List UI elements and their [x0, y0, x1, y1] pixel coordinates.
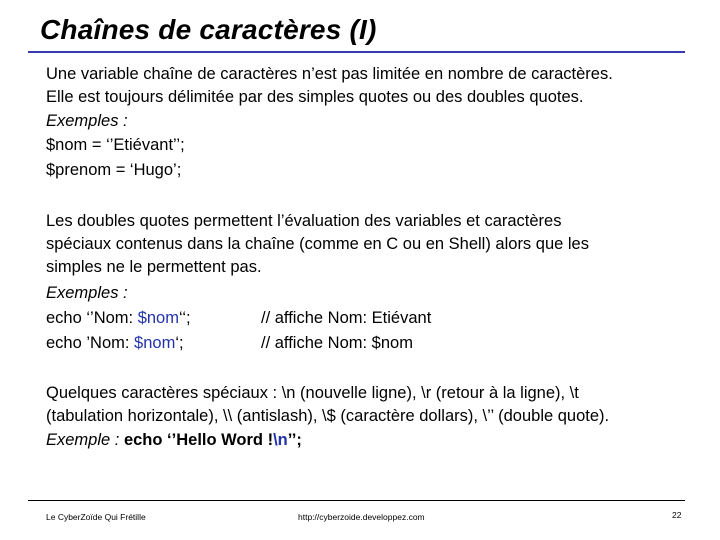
echo2-suffix: ‘; — [175, 334, 184, 352]
echo2-comment: // affiche Nom: $nom — [261, 334, 413, 352]
echo2-prefix: echo ’Nom: — [46, 334, 135, 352]
doubles-line-3: simples ne le permettent pas. — [46, 258, 262, 276]
intro-example-2: $prenom = ‘Hugo’; — [46, 161, 182, 179]
special-line-2: (tabulation horizontale), \\ (antislash), \$ (caractère dollars), \’’ (double quote). — [46, 407, 610, 425]
special-example — [46, 430, 302, 450]
echo2-variable: $nom — [134, 334, 176, 352]
intro-line-1: Une variable chaîne de caractères n’est pas limitée en nombre de caractères. — [46, 65, 613, 83]
special-line-1: Quelques caractères spéciaux : \n (nouvelle ligne), \r (retour à la ligne), \t — [46, 384, 579, 402]
echo1-variable: $nom — [137, 309, 179, 327]
footer-url[interactable]: http://cyberzoide.developpez.com — [298, 512, 425, 522]
intro-example-1: $nom = ‘’Etiévant’’; — [46, 136, 185, 154]
doubles-examples-label: Exemples : — [46, 284, 128, 302]
title-divider — [28, 51, 685, 53]
page-title: Chaînes de caractères (I) — [40, 14, 377, 45]
special-example-label: Exemple : — [46, 431, 120, 449]
footer-divider — [28, 500, 685, 501]
special-example-escape: \n — [273, 431, 288, 449]
echo1-prefix: echo ‘’Nom: — [46, 309, 138, 327]
intro-examples-label: Exemples : — [46, 112, 128, 130]
special-example-prefix: echo ‘’Hello Word ! — [119, 431, 274, 449]
doubles-line-2: spéciaux contenus dans la chaîne (comme en C ou en Shell) alors que les — [46, 235, 589, 253]
special-example-suffix: ’’; — [287, 431, 302, 449]
page-number: 22 — [672, 510, 682, 520]
echo1-comment: // affiche Nom: Etiévant — [261, 309, 432, 327]
echo-single-quotes — [46, 333, 506, 353]
echo-double-quotes — [46, 308, 506, 328]
intro-line-2: Elle est toujours délimitée par des simples quotes ou des doubles quotes. — [46, 88, 584, 106]
doubles-line-1: Les doubles quotes permettent l’évaluation des variables et caractères — [46, 212, 562, 230]
footer-author: Le CyberZoïde Qui Frétille — [46, 512, 146, 522]
echo1-suffix: ‘‘; — [178, 309, 191, 327]
